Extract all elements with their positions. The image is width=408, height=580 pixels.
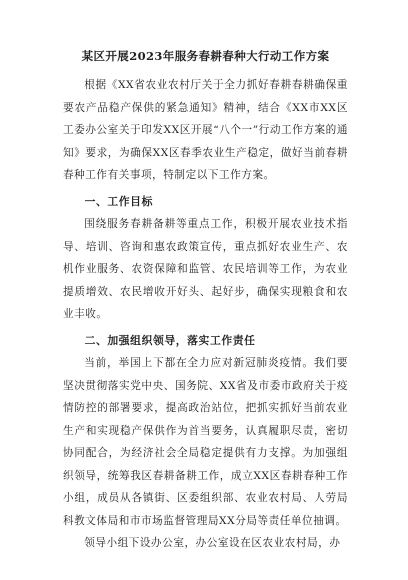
section-heading-work-goals: 一、工作目标 [84, 194, 153, 208]
intro-paragraph: 根据《XX省农业农村厅关于全力抓好春耕春耕确保重要农产品稳产保供的紧急通知》精神，结合《XX市XX区工委办公室关于印发XX区开展“八个一”行动工作方案的通知》要求，为确保XX区春季农业生产稳定，做好当前春耕春种工作有关事项，特制定以下工作方案。 [63, 79, 348, 181]
office-paragraph: 领导小组下设办公室，办公室设在区农业农村局，办 [84, 537, 341, 549]
work-goals-paragraph: 围绕服务春耕备耕等重点工作，积极开展农业技术指导、培训、咨询和惠农政策宣传，重点抓好农业生产、农机作业服务、农资保障和监管、农民培训等工作，为农业提质增效、农民增收开好头、起好步，确保实现粮食和农业丰收。 [63, 218, 348, 320]
section-heading-organization: 二、加强组织领导，落实工作责任 [84, 333, 256, 347]
organization-paragraph: 当前，举国上下都在全力应对新冠肺炎疫情。我们要坚决贯彻落实党中央、国务院、XX省及市委市政府关于疫情防控的部署要求，提高政治站位，把抓实抓好当前农业生产和实现稳产保供作为首当要务，认真履职尽责，密切协同配合，为经济社会全局稳定提供有力支撑。为加强组织领导，统筹我区春耕备耕工作，成立XX区春耕春种工作小组，成员从各镇街、区委组织部、农业农村局、人劳局科教文体局和市市场监督管理局XX分局等责任单位抽调。 [63, 357, 348, 527]
document-title: 某区开展2023年服务春耕春种大行动工作方案 [81, 49, 330, 63]
